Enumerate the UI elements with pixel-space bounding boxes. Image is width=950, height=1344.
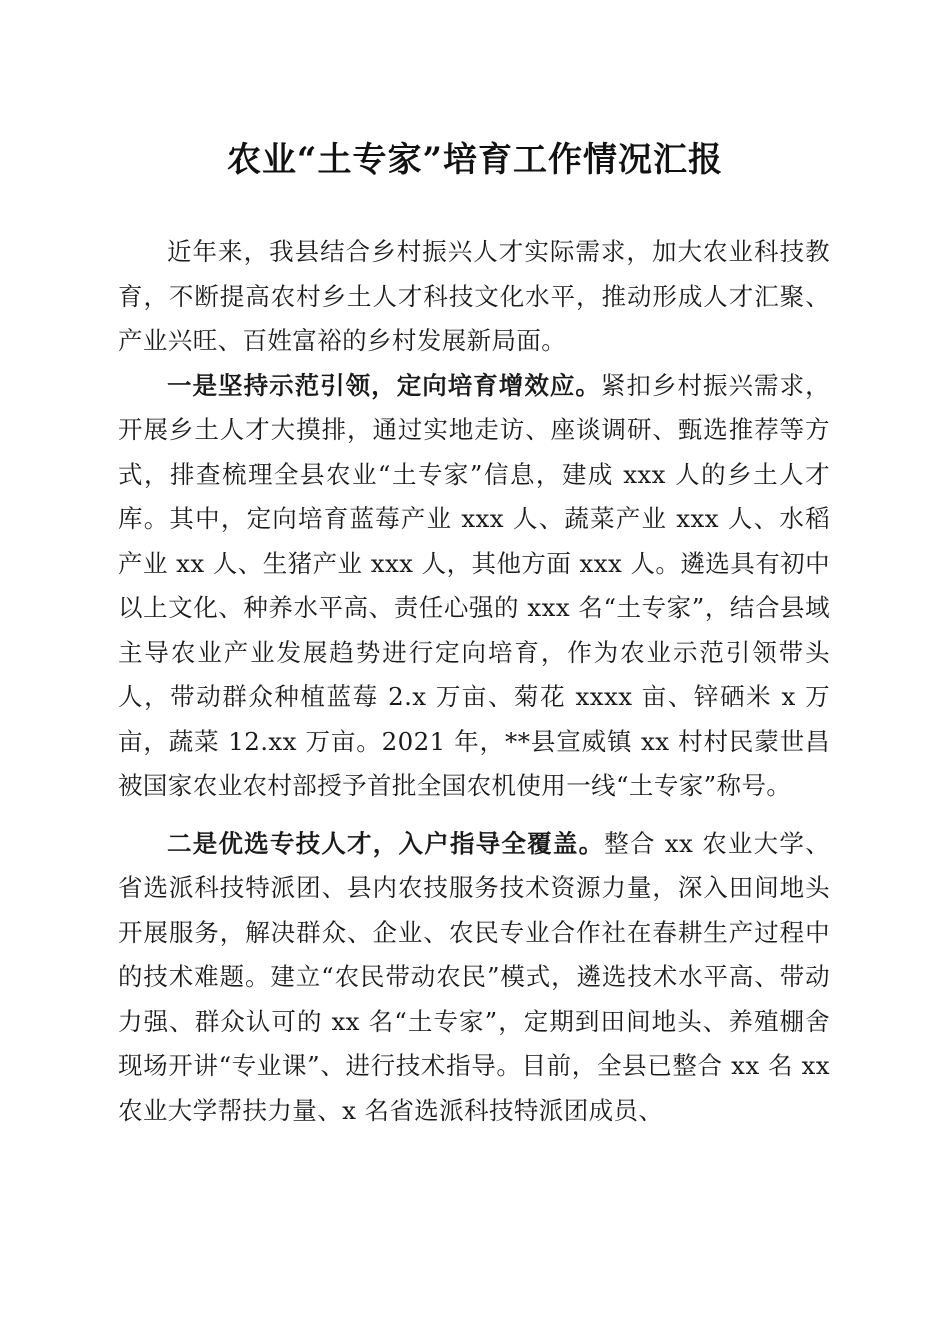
paragraph-text: 整合 xx 农业大学、省选派科技特派团、县内农技服务技术资源力量，深入田间地头开展服务，解决群众、企业、农民专业合作社在春耕生产过程中的技术难题。建立“农民带动农民”模式，遴选技术水平高、带动力强、群众认可的 xx 名“土专家”，定期到田间地头、养殖棚舍现场开讲“专业课”、进行技术指导。目前，全县已整合 xx 名 xx 农业大学帮扶力量、x 名省选派科技特派团成员、	[118, 828, 830, 1125]
paragraph-intro	[118, 230, 830, 364]
paragraph-section-2	[118, 822, 830, 1134]
paragraph-lead: 二是优选专技人才，入户指导全覆盖。	[167, 828, 605, 858]
paragraph-lead: 一是坚持示范引领，定向培育增效应。	[167, 370, 601, 400]
document-title: 农业“土专家”培育工作情况汇报	[226, 140, 724, 180]
document-body	[118, 230, 830, 1133]
paragraph-text: 紧扣乡村振兴需求，开展乡土人才大摸排，通过实地走访、座谈调研、甄选推荐等方式，排查梳理全县农业“土专家”信息，建成 xxx 人的乡土人才库。其中，定向培育蓝莓产业 xxx 人、蔬菜产业 xxx 人、水稻产业 xx 人、生猪产业 xxx 人，其他方面 xxx 人。遴选具有初中以上文化、种养水平高、责任心强的 xxx 名“土专家”，结合县域主导农业产业发展趋势进行定向培育，作为农业示范引领带头人，带动群众种植蓝莓 2.x 万亩、菊花 xxxx 亩、锌硒米 x 万亩，蔬菜 12.xx 万亩。2021 年，**县宣威镇 xx 村村民蒙世昌被国家农业农村部授予首批全国农机使用一线“土专家”称号。	[118, 370, 830, 800]
paragraph-section-1	[118, 364, 830, 809]
paragraph-text: 近年来，我县结合乡村振兴人才实际需求，加大农业科技教育，不断提高农村乡土人才科技文化水平，推动形成人才汇聚、产业兴旺、百姓富裕的乡村发展新局面。	[118, 237, 830, 355]
